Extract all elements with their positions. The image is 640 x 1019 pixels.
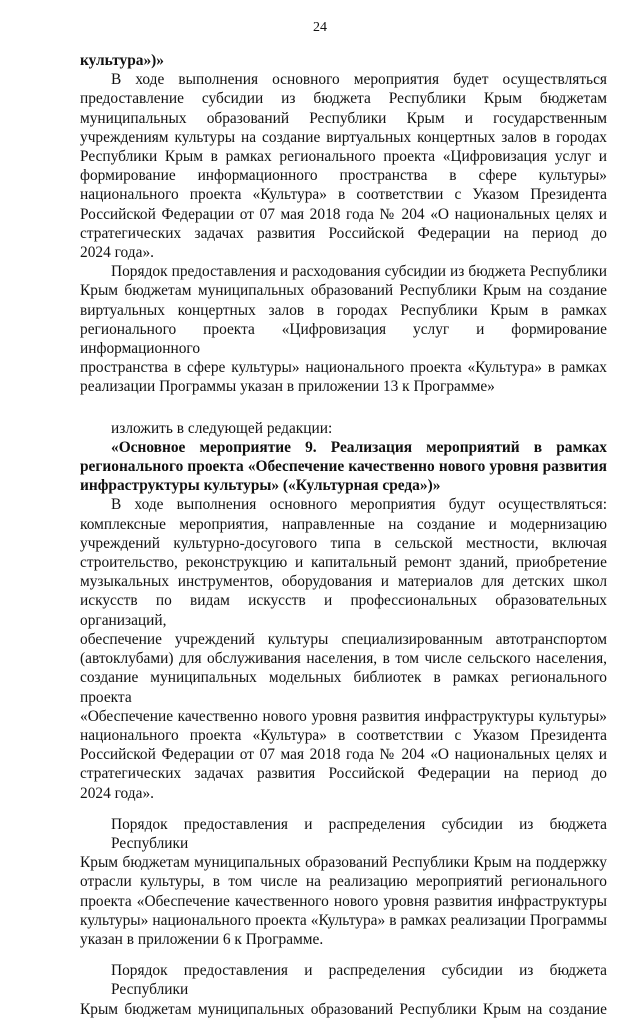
- paragraph-subsidy-virtual-halls: В ходе выполнения основного мероприятия будет осуществляться предоставление субсидии из бюджета Республики Крым бюджетам муниципальных образований Республики Крым и государственным учреждениям культуры на создание виртуальных концертных залов в городах Республики Крым в рамках регионального проекта «Цифровизация услуг и формирование информационного пространства в сфере культуры» национального проекта «Культура» в соответствии с Указом Президента Российской Федерации от 07 мая 2018 года № 204 «О национальных целях и стратегических задачах развития Российской Федерации на период до 2024 года».: [80, 71, 607, 262]
- paragraph-procedure-annex-6: Порядок предоставления и распределения субсидии из бюджета Республики Крым бюджетам муниципальных образований Республики Крым на поддержку отрасли культуры, в том числе на реализацию мероприятий регионального проекта «Обеспечение качественного нового уровня развития инфраструктуры культуры» национального проекта «Культура» в рамках реализации Программы указан в приложении 6 к Программе.: [80, 815, 607, 948]
- blank-gap: [80, 949, 607, 961]
- page-number: 24: [313, 20, 327, 35]
- heading-tail: культура»)»: [80, 52, 164, 69]
- paragraph-procedure-continued: Порядок предоставления и распределения субсидии из бюджета Республики Крым бюджетам муниципальных образований Республики Крым на создание: [80, 962, 607, 1018]
- blank-gap: [80, 397, 607, 419]
- document-body: [80, 51, 607, 1019]
- paragraph-activities: В ходе выполнения основного мероприятия будут осуществляться: комплексные мероприятия, направленные на создание и модернизацию учреждений культурно-досугового типа в сельской местности, включая строительство, реконструкцию и капитальный ремонт зданий, приобретение музыкальных инструментов, оборудования и материалов для детских школ искусств по видам искусств и профессиональных образовательных организаций, обеспечение учреждений культуры специализированным автотранспортом (автоклубами) для обслуживания населения, в том числе сельского населения, создание муниципальных модельных библиотек в рамках регионального проекта «Обеспечение качественно нового уровня развития инфраструктуры культуры» национального проекта «Культура» в соответствии с Указом Президента Российской Федерации от 07 мая 2018 года № 204 «О национальных целях и стратегических задачах развития Российской Федерации на период до 2024 года».: [80, 496, 607, 802]
- intro-line: изложить в следующей редакции:: [111, 419, 333, 437]
- section-heading-main-event-9: «Основное мероприятие 9. Реализация мероприятий в рамках регионального проекта «Обеспечение качественно нового уровня развития инфраструктуры культуры» («Культурная среда»)»: [80, 438, 607, 495]
- blank-gap: [80, 803, 607, 815]
- paragraph-procedure-annex-13: Порядок предоставления и расходования субсидии из бюджета Республики Крым бюджетам муниципальных образований Республики Крым на создание виртуальных концертных залов в городах Республики Крым в рамках регионального проекта «Цифровизация услуг и формирование информационного пространства в сфере культуры» национального проекта «Культура» в рамках реализации Программы указан в приложении 13 к Программе»: [80, 263, 607, 396]
